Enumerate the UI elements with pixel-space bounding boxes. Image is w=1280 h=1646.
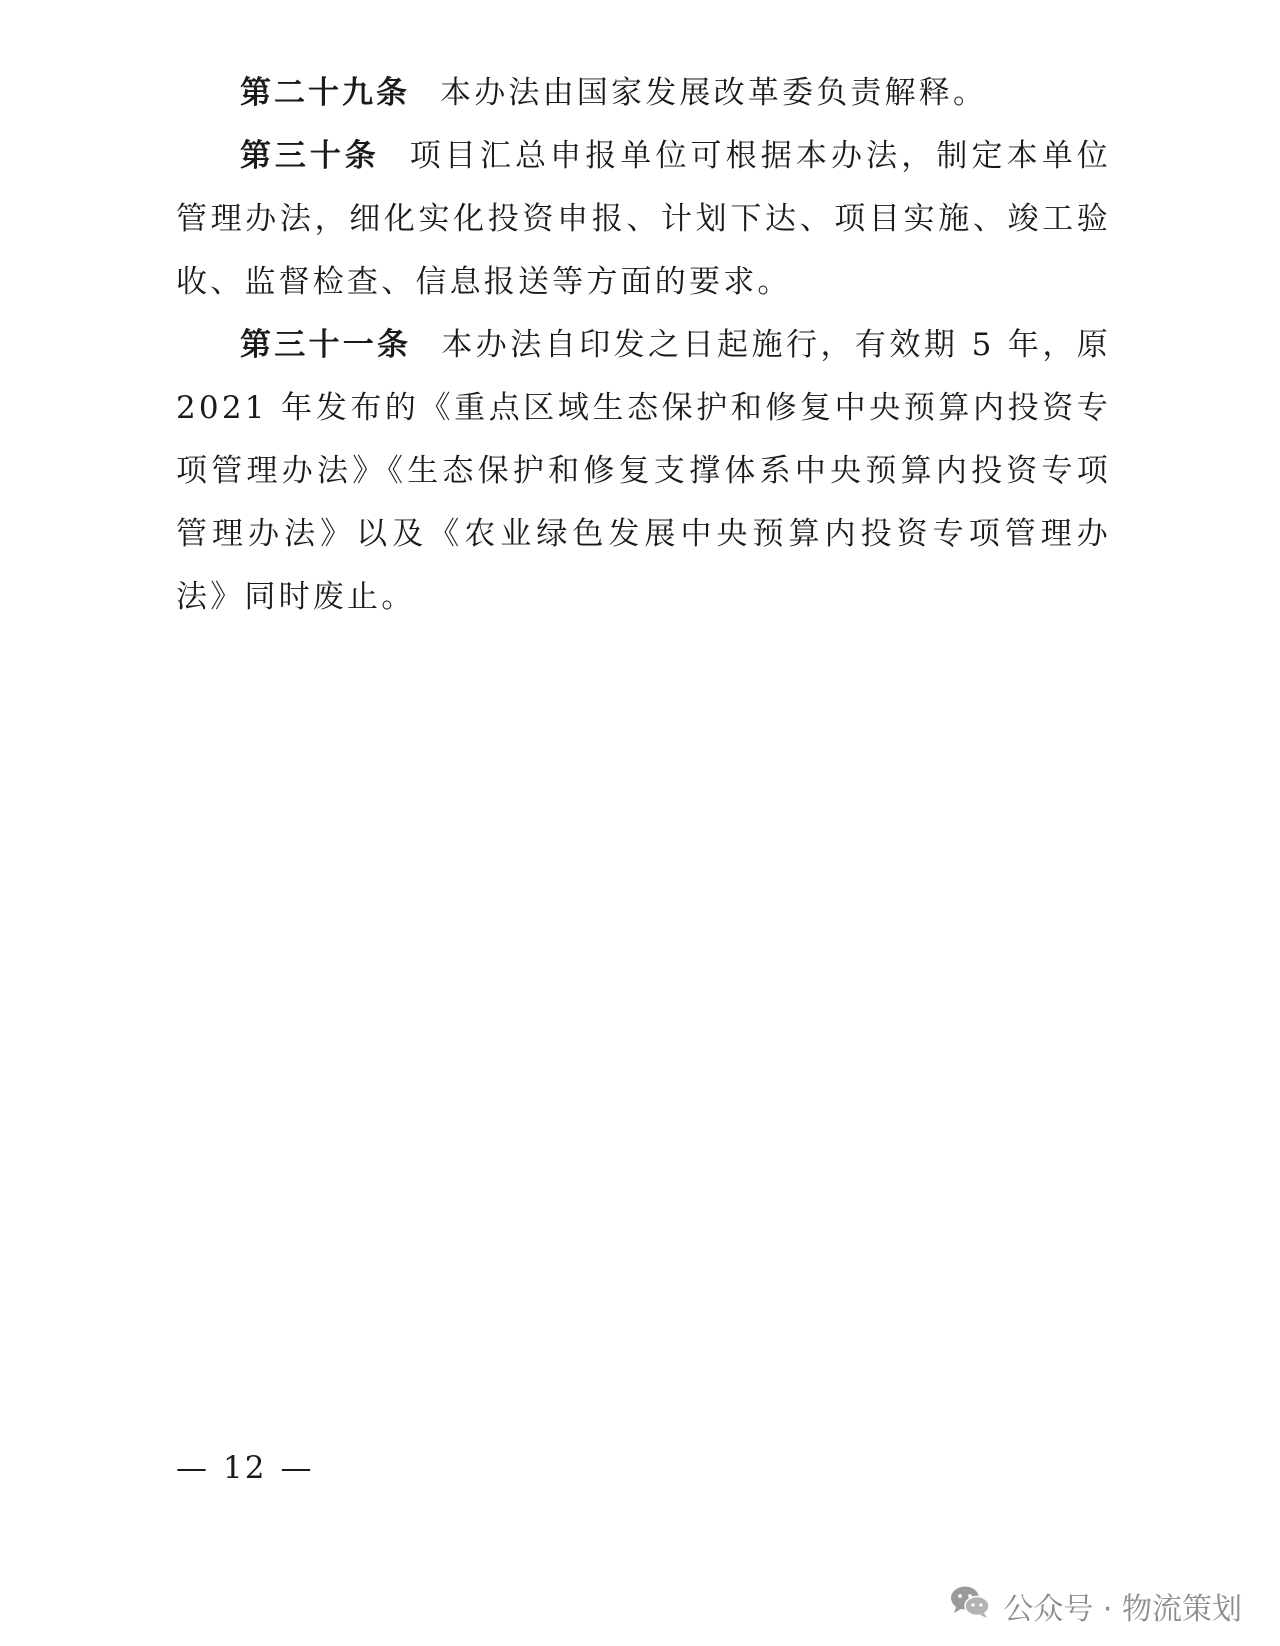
- article-number: 第三十一条: [240, 327, 412, 363]
- article-text: 项目汇总申报单位可根据本办法，制定本单位管理办法，细化实化投资申报、计划下达、项目实施、竣工验收、监督检查、信息报送等方面的要求。: [176, 138, 1112, 300]
- watermark-text: 公众号 · 物流策划: [1003, 1592, 1242, 1627]
- page-number-dash-right: —: [280, 1450, 314, 1486]
- wechat-icon: [949, 1584, 1003, 1628]
- article-31: [176, 314, 1111, 629]
- article-30: [176, 125, 1111, 314]
- watermark: [949, 1584, 1242, 1628]
- article-number: 第二十九条: [240, 75, 410, 111]
- document-body: [176, 62, 1111, 629]
- article-number: 第三十条: [240, 138, 380, 174]
- page-number: [176, 1450, 313, 1486]
- page-number-value: 12: [223, 1450, 267, 1486]
- article-text: 本办法由国家发展改革委负责解释。: [440, 75, 988, 111]
- article-text: 本办法自印发之日起施行，有效期 5 年，原 2021 年发布的《重点区域生态保护和修复中央预算内投资专项管理办法》《生态保护和修复支撑体系中央预算内投资专项管理办法》以及《农业绿色发展中央预算内投资专项管理办法》同时废止。: [176, 327, 1111, 615]
- page-number-dash-left: —: [176, 1450, 209, 1486]
- article-29: [176, 62, 1111, 125]
